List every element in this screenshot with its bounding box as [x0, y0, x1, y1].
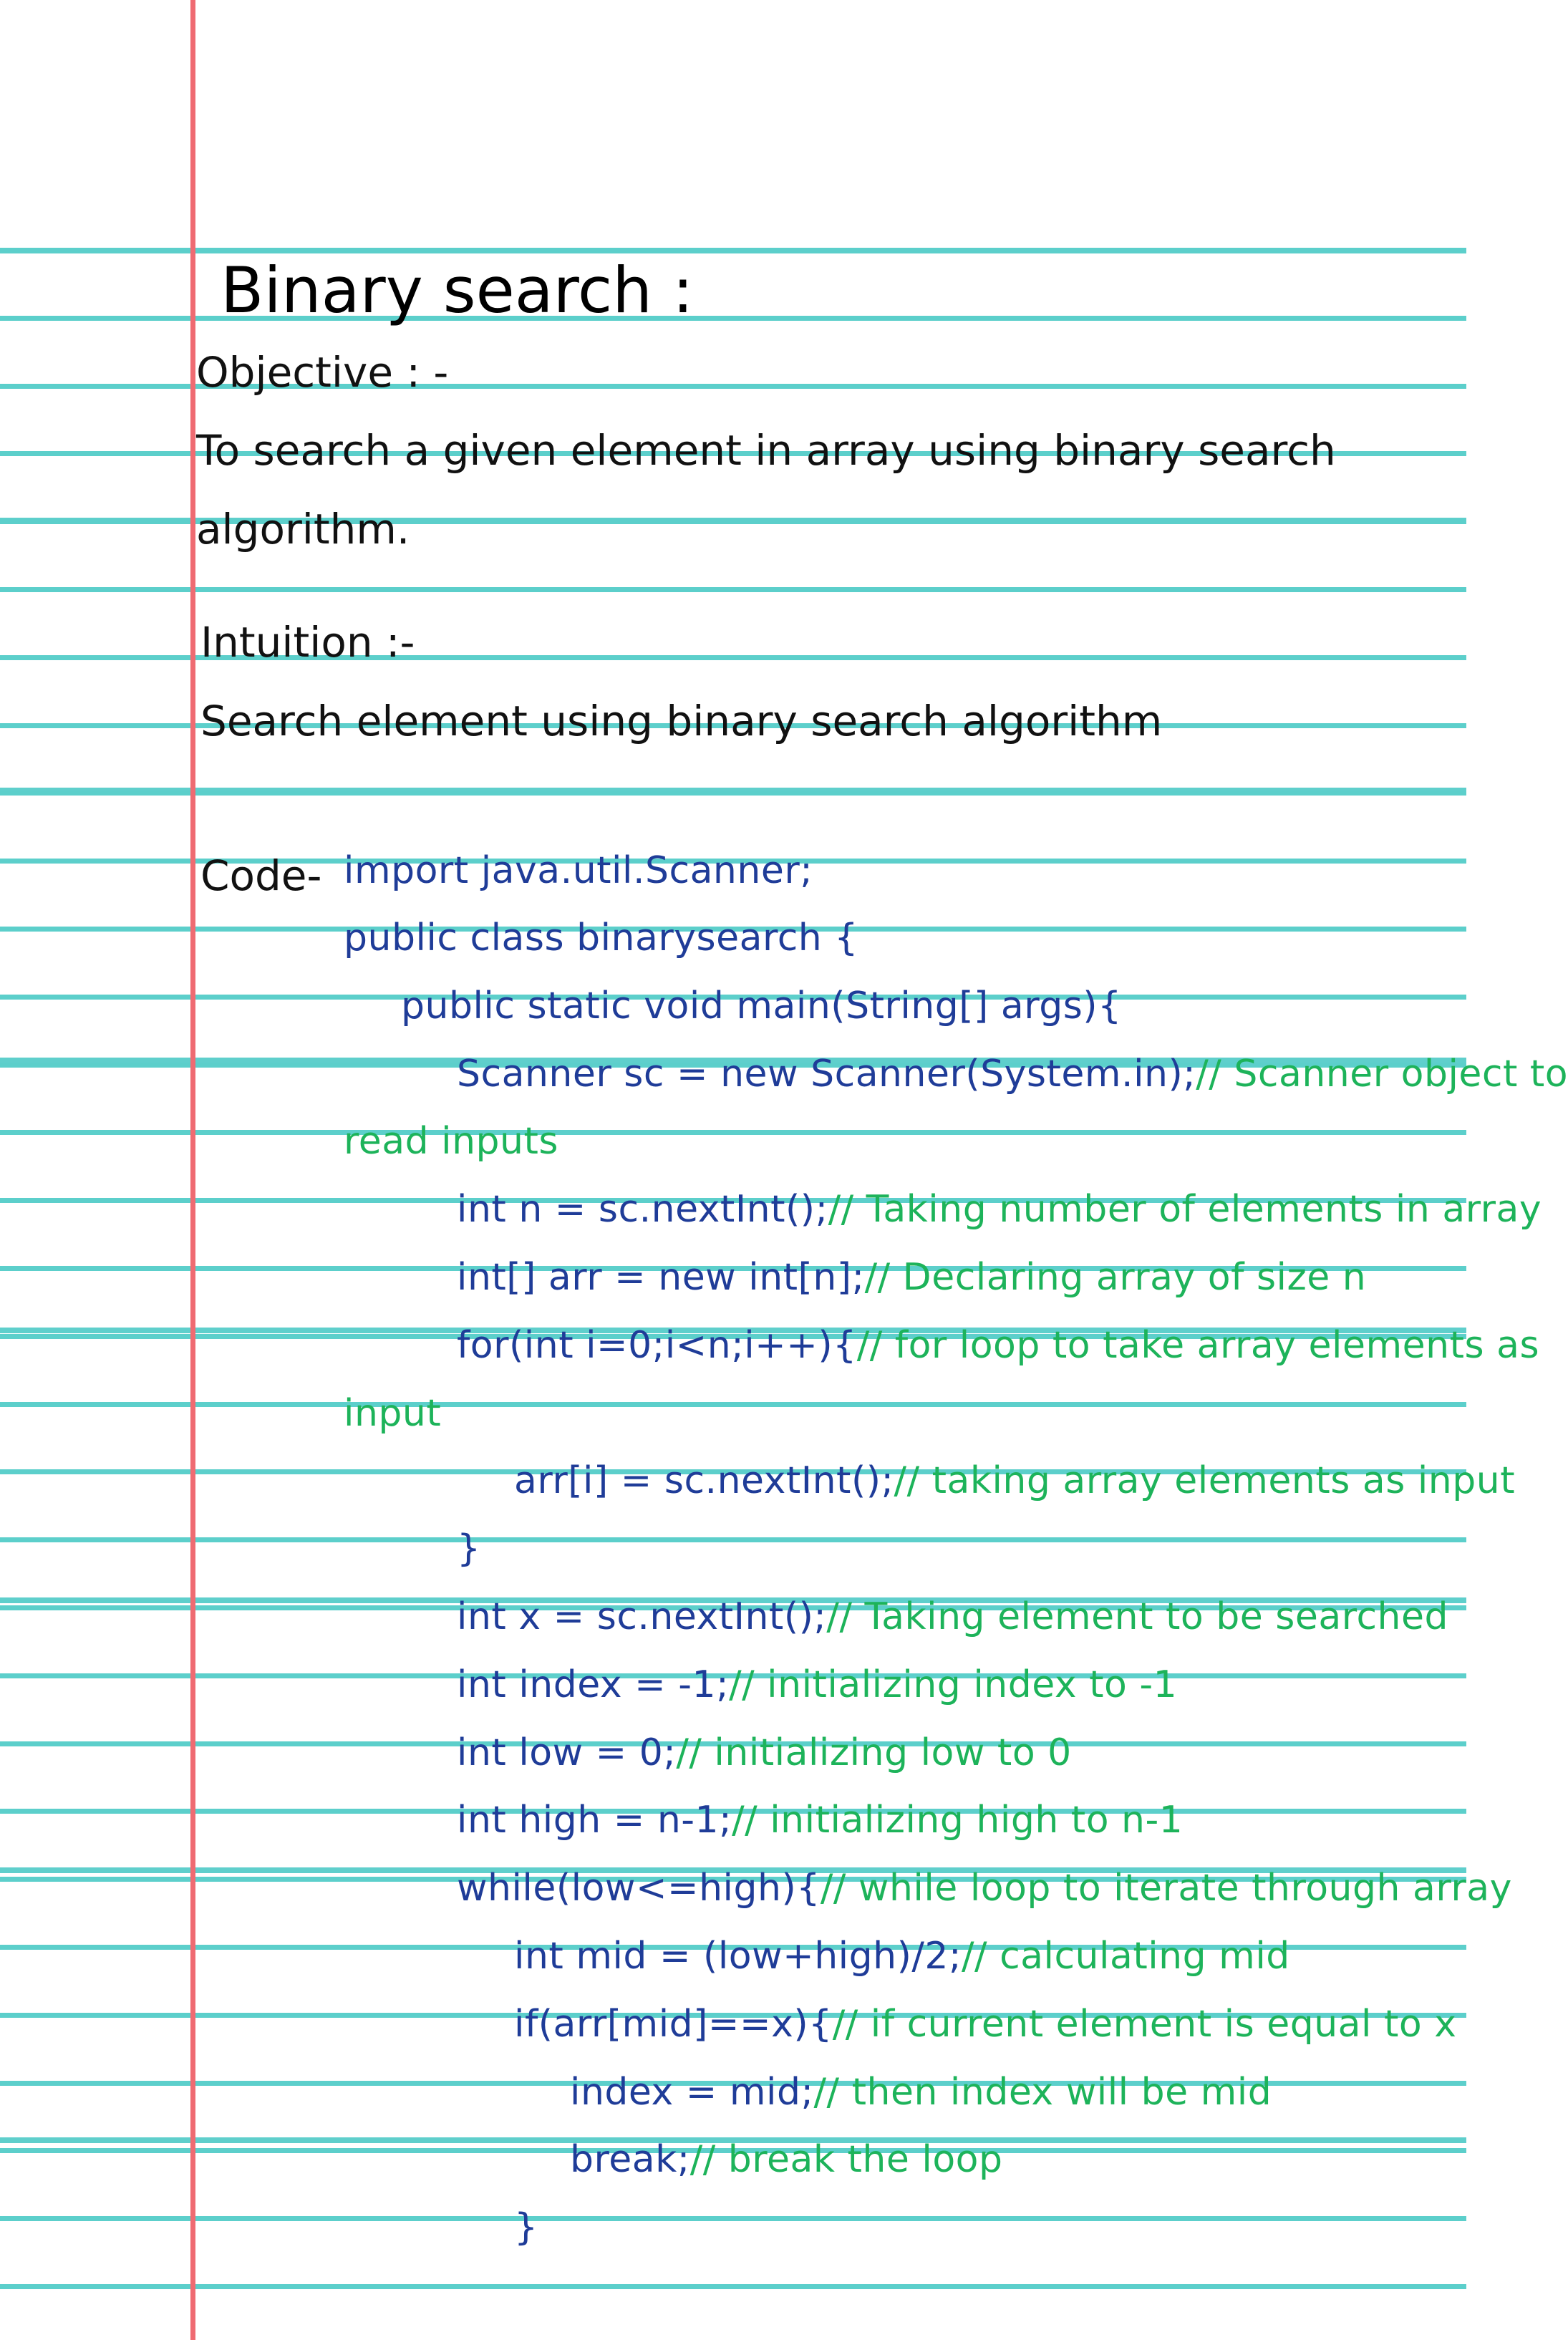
code-line [344, 849, 813, 892]
code-comment: // break the loop [689, 2138, 1003, 2181]
ruled-line [0, 587, 1466, 592]
code-comment: // for loop to take array elements as [856, 1324, 1540, 1367]
code-comment: // initializing low to 0 [676, 1731, 1072, 1774]
objective-label: Objective : - [196, 348, 449, 397]
ruled-line [0, 1402, 1466, 1407]
code-line [457, 1188, 1542, 1231]
code-line [457, 1731, 1072, 1774]
code-text: if(arr[mid]==x){ [514, 2003, 833, 2046]
code-line [570, 2071, 1272, 2114]
code-line [514, 2206, 538, 2249]
code-comment: // taking array elements as input [894, 1459, 1516, 1502]
code-line [401, 985, 1122, 1028]
code-text: int[] arr = new int[n]; [457, 1256, 865, 1299]
code-text: public class binarysearch { [344, 917, 858, 959]
code-line [344, 1392, 442, 1435]
code-line [514, 1459, 1516, 1502]
code-text: } [457, 1527, 481, 1570]
ruled-line [0, 248, 1466, 253]
code-line [457, 1595, 1449, 1638]
objective-text-line-2: algorithm. [196, 505, 410, 553]
code-text: arr[i] = sc.nextInt(); [514, 1459, 894, 1502]
ruled-line [0, 1537, 1466, 1542]
code-comment: // calculating mid [962, 1935, 1290, 1978]
code-text: int high = n-1; [457, 1799, 732, 1842]
code-comment: // if current element is equal to x [832, 2003, 1457, 2046]
code-line [457, 1663, 1178, 1706]
ruled-line [0, 2216, 1466, 2221]
code-text: } [514, 2206, 538, 2249]
code-line [514, 1935, 1290, 1978]
code-text: for(int i=0;i<n;i++){ [457, 1324, 857, 1367]
code-line [514, 2003, 1457, 2046]
code-line [344, 1120, 558, 1163]
code-line [457, 1799, 1184, 1842]
code-text: int mid = (low+high)/2; [514, 1935, 962, 1978]
page-title: Binary search : [221, 253, 694, 327]
intuition-label: Intuition :- [200, 618, 415, 667]
code-comment: // then index will be mid [813, 2071, 1272, 2114]
code-comment: // Taking number of elements in array [828, 1188, 1542, 1231]
code-text: public static void main(String[] args){ [401, 985, 1122, 1028]
ruled-line [0, 2284, 1466, 2289]
code-comment: // Scanner object to [1196, 1053, 1568, 1096]
code-text: while(low<=high){ [457, 1867, 821, 1910]
objective-text-line-1: To search a given element in array using binary search [196, 426, 1336, 475]
ruled-line [0, 791, 1466, 796]
code-text: int index = -1; [457, 1663, 730, 1706]
code-label: Code- [200, 851, 322, 900]
code-text: break; [570, 2138, 690, 2181]
code-line [457, 1256, 1367, 1299]
code-comment: read inputs [344, 1120, 558, 1163]
margin-line [190, 0, 195, 2340]
code-line [457, 1527, 481, 1570]
code-line [570, 2138, 1003, 2181]
code-text: Scanner sc = new Scanner(System.in); [457, 1053, 1196, 1096]
code-comment: // Taking element to be searched [826, 1595, 1449, 1638]
code-comment: input [344, 1392, 442, 1435]
intuition-text: Search element using binary search algorithm [200, 697, 1163, 745]
ruled-line [0, 1130, 1466, 1135]
code-line [457, 1324, 1540, 1367]
code-comment: // Declaring array of size n [864, 1256, 1367, 1299]
code-text: int low = 0; [457, 1731, 677, 1774]
code-line [457, 1867, 1512, 1910]
code-comment: // initializing index to -1 [729, 1663, 1178, 1706]
code-text: int x = sc.nextInt(); [457, 1595, 827, 1638]
code-comment: // initializing high to n-1 [732, 1799, 1184, 1842]
code-comment: // while loop to iterate through array [820, 1867, 1512, 1910]
code-text: index = mid; [570, 2071, 814, 2114]
code-line [457, 1053, 1568, 1096]
code-text: int n = sc.nextInt(); [457, 1188, 828, 1231]
code-text: import java.util.Scanner; [344, 849, 813, 892]
code-line [344, 919, 858, 957]
